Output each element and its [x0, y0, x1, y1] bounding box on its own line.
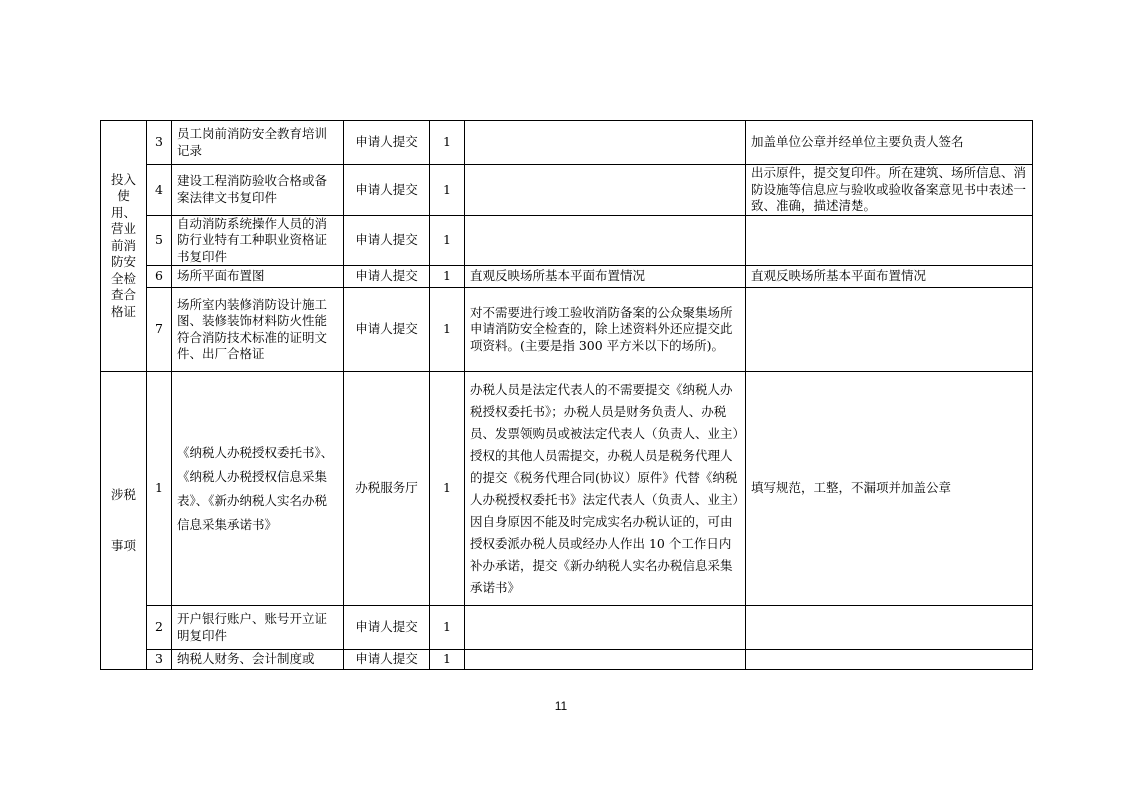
row-number: 1 — [147, 372, 172, 606]
category-cell — [101, 372, 147, 670]
page-number: 11 — [554, 699, 568, 713]
category-label-bottom: 事项 — [110, 537, 136, 553]
material-source: 申请人提交 — [344, 266, 430, 288]
requirement-cell: 加盖单位公章并经单位主要负责人签名 — [746, 121, 1033, 165]
material-source: 申请人提交 — [344, 606, 430, 650]
copy-count: 1 — [430, 288, 465, 372]
row-number: 4 — [147, 165, 172, 216]
material-name: 场所平面布置图 — [172, 266, 344, 288]
note-cell — [465, 606, 746, 650]
requirement-cell: 直观反映场所基本平面布置情况 — [746, 266, 1033, 288]
copy-count: 1 — [430, 215, 465, 266]
row-number: 7 — [147, 288, 172, 372]
note-cell — [465, 121, 746, 165]
table-row — [101, 121, 1033, 165]
note-cell: 直观反映场所基本平面布置情况 — [465, 266, 746, 288]
material-source: 申请人提交 — [344, 121, 430, 165]
material-source: 申请人提交 — [344, 650, 430, 670]
row-number: 3 — [147, 650, 172, 670]
table-row — [101, 606, 1033, 650]
copy-count: 1 — [430, 121, 465, 165]
category-label-top: 涉税 — [110, 487, 136, 502]
copy-count: 1 — [430, 606, 465, 650]
note-cell: 办税人员是法定代表人的不需要提交《纳税人办税授权委托书》；办税人员是财务负责人、办税员、发票领购员或被法定代表人（负责人、业主）授权的其他人员需提交，办税人员是税务代理人的提交《税务代理合同(协议）原件》代替《纳税人办税授权委托书》法定代表人（负责人、业主）因自身原因不能及时完成实名办税认证的，可由授权委派办税人员或经办人作出 10 个工作日内补办承诺，提交《新办纳税人实名办税信息采集承诺书》 — [465, 372, 746, 606]
requirement-cell — [746, 606, 1033, 650]
material-source: 申请人提交 — [344, 215, 430, 266]
table-row — [101, 288, 1033, 372]
requirement-cell — [746, 288, 1033, 372]
copy-count: 1 — [430, 165, 465, 216]
requirement-cell — [746, 650, 1033, 670]
table-row — [101, 650, 1033, 670]
category-gap — [106, 504, 141, 538]
table-row — [101, 266, 1033, 288]
material-name: 《纳税人办税授权委托书》、《纳税人办税授权信息采集表》、《新办纳税人实名办税信息采集承诺书》 — [172, 372, 344, 606]
material-source: 申请人提交 — [344, 165, 430, 216]
table-row — [101, 165, 1033, 216]
material-name: 建设工程消防验收合格或备案法律文书复印件 — [172, 165, 344, 216]
note-cell — [465, 215, 746, 266]
material-name: 员工岗前消防安全教育培训记录 — [172, 121, 344, 165]
table-row — [101, 372, 1033, 606]
table-row — [101, 215, 1033, 266]
note-cell — [465, 165, 746, 216]
material-source: 办税服务厅 — [344, 372, 430, 606]
category-cell: 投入使用、营业前消防安全检查合格证 — [101, 121, 147, 372]
note-cell — [465, 650, 746, 670]
materials-table — [100, 120, 1033, 670]
requirement-cell: 出示原件，提交复印件。所在建筑、场所信息、消防设施等信息应与验收或验收备案意见书中表述一致、准确，描述清楚。 — [746, 165, 1033, 216]
row-number: 3 — [147, 121, 172, 165]
row-number: 6 — [147, 266, 172, 288]
row-number: 2 — [147, 606, 172, 650]
material-name: 开户银行账户、账号开立证明复印件 — [172, 606, 344, 650]
copy-count: 1 — [430, 266, 465, 288]
copy-count: 1 — [430, 650, 465, 670]
copy-count: 1 — [430, 372, 465, 606]
material-name: 场所室内装修消防设计施工图、装修装饰材料防火性能符合消防技术标准的证明文件、出厂合格证 — [172, 288, 344, 372]
row-number: 5 — [147, 215, 172, 266]
material-name: 纳税人财务、会计制度或 — [172, 650, 344, 670]
note-cell: 对不需要进行竣工验收消防备案的公众聚集场所申请消防安全检查的，除上述资料外还应提交此项资料。(主要是指 300 平方米以下的场所)。 — [465, 288, 746, 372]
material-name: 自动消防系统操作人员的消防行业特有工种职业资格证书复印件 — [172, 215, 344, 266]
requirement-cell: 填写规范，工整，不漏项并加盖公章 — [746, 372, 1033, 606]
material-source: 申请人提交 — [344, 288, 430, 372]
requirement-cell — [746, 215, 1033, 266]
